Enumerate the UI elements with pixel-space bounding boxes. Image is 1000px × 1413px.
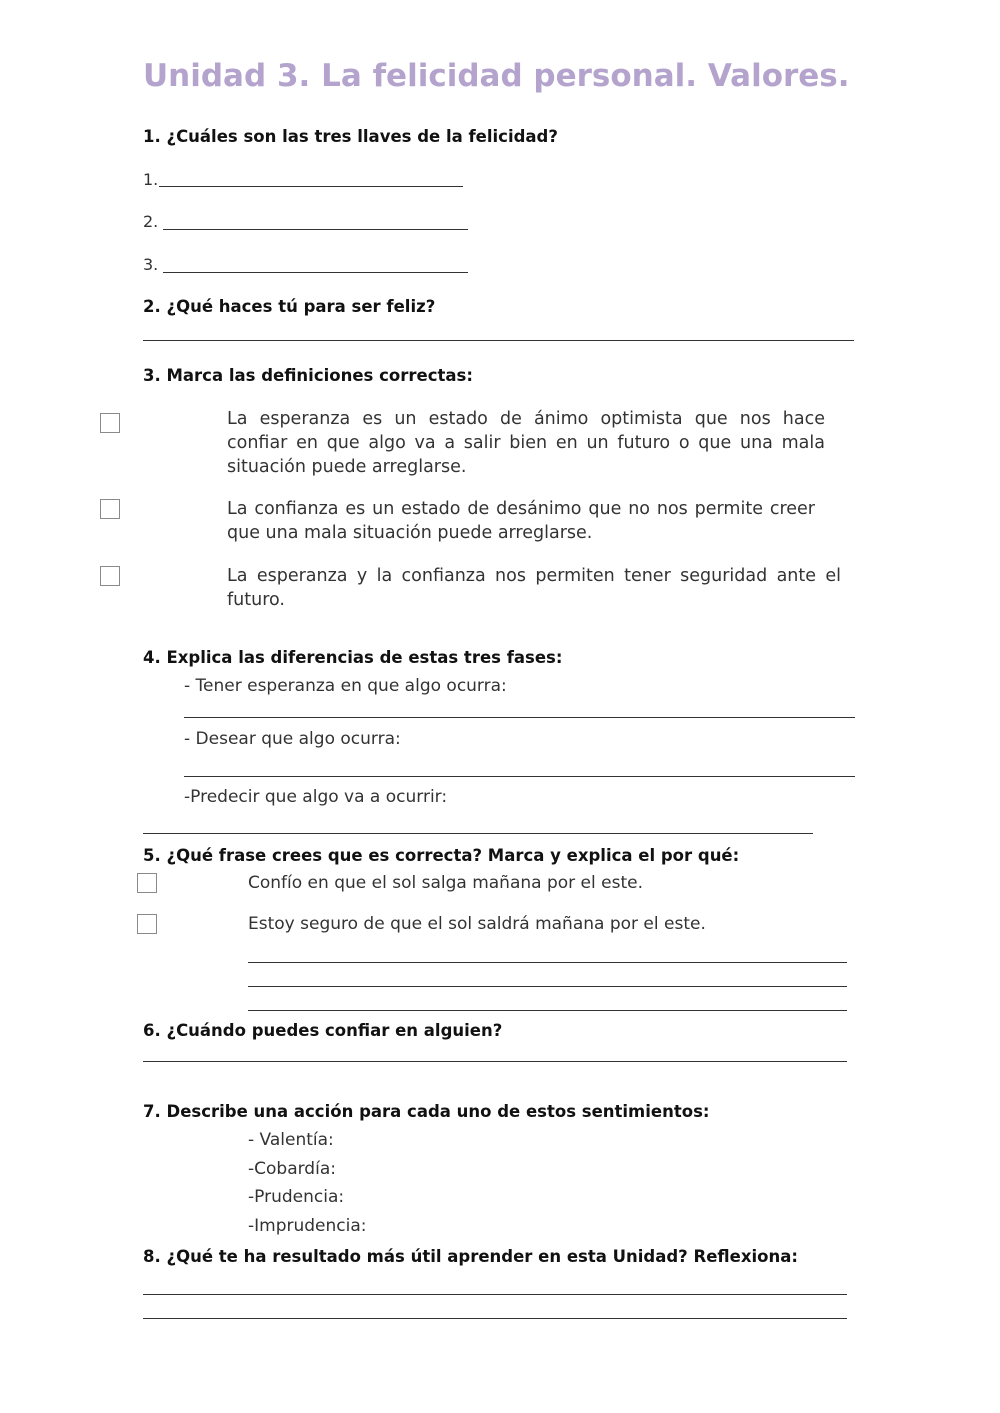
question-5-answer-line-2[interactable]: [248, 986, 847, 987]
statement-2-text: Estoy seguro de que el sol saldrá mañana por el este.: [248, 914, 706, 934]
definition-2-checkbox[interactable]: [100, 499, 120, 519]
answer-2-line[interactable]: [163, 229, 468, 230]
question-4: 4. Explica las diferencias de estas tres fases:: [143, 648, 563, 667]
phase-3-answer-line[interactable]: [143, 833, 813, 834]
statement-1-text: Confío en que el sol salga mañana por el este.: [248, 873, 643, 893]
definition-2-text: La confianza es un estado de desánimo que no nos permite creer que una mala situación puede arreglarse.: [227, 499, 815, 543]
phase-3-label: -Predecir que algo va a ocurrir:: [184, 787, 448, 807]
question-7: 7. Describe una acción para cada uno de estos sentimientos:: [143, 1102, 710, 1121]
statement-2-checkbox[interactable]: [137, 914, 157, 934]
definition-3-text: La esperanza y la confianza nos permiten tener seguridad ante el futuro.: [227, 566, 841, 610]
page-title: Unidad 3. La felicidad personal. Valores.: [143, 58, 850, 94]
phase-1-label: - Tener esperanza en que algo ocurra:: [184, 676, 507, 696]
answer-1-number: 1.: [143, 170, 159, 189]
answer-3-number: 3.: [143, 255, 159, 274]
question-3: 3. Marca las definiciones correctas:: [143, 366, 473, 385]
answer-1-line[interactable]: [159, 186, 463, 187]
answer-3-line[interactable]: [163, 272, 468, 273]
question-8-answer-line-1[interactable]: [143, 1294, 847, 1295]
question-5-answer-line-1[interactable]: [248, 962, 847, 963]
feeling-cobardia: -Cobardía:: [248, 1159, 336, 1179]
question-8-answer-line-2[interactable]: [143, 1318, 847, 1319]
definition-3-checkbox[interactable]: [100, 566, 120, 586]
phase-2-answer-line[interactable]: [184, 776, 855, 777]
question-5: 5. ¿Qué frase crees que es correcta? Marca y explica el por qué:: [143, 846, 740, 865]
question-2-answer-line[interactable]: [143, 340, 854, 341]
feeling-imprudencia: -Imprudencia:: [248, 1216, 367, 1236]
question-1: 1. ¿Cuáles son las tres llaves de la felicidad?: [143, 127, 558, 146]
definition-1-checkbox[interactable]: [100, 413, 120, 433]
phase-1-answer-line[interactable]: [184, 717, 855, 718]
question-2: 2. ¿Qué haces tú para ser feliz?: [143, 297, 436, 316]
question-5-answer-line-3[interactable]: [248, 1010, 847, 1011]
answer-2-number: 2.: [143, 212, 159, 231]
question-6: 6. ¿Cuándo puedes confiar en alguien?: [143, 1021, 503, 1040]
feeling-prudencia: -Prudencia:: [248, 1187, 345, 1207]
feeling-valentia: - Valentía:: [248, 1130, 334, 1150]
question-8: 8. ¿Qué te ha resultado más útil aprender en esta Unidad? Reflexiona:: [143, 1247, 798, 1266]
definition-1-text: La esperanza es un estado de ánimo optimista que nos hace confiar en que algo va a salir bien en un futuro o que una mala situación puede arreglarse.: [227, 409, 825, 477]
statement-1-checkbox[interactable]: [137, 873, 157, 893]
phase-2-label: - Desear que algo ocurra:: [184, 729, 401, 749]
question-6-answer-line[interactable]: [143, 1061, 847, 1062]
